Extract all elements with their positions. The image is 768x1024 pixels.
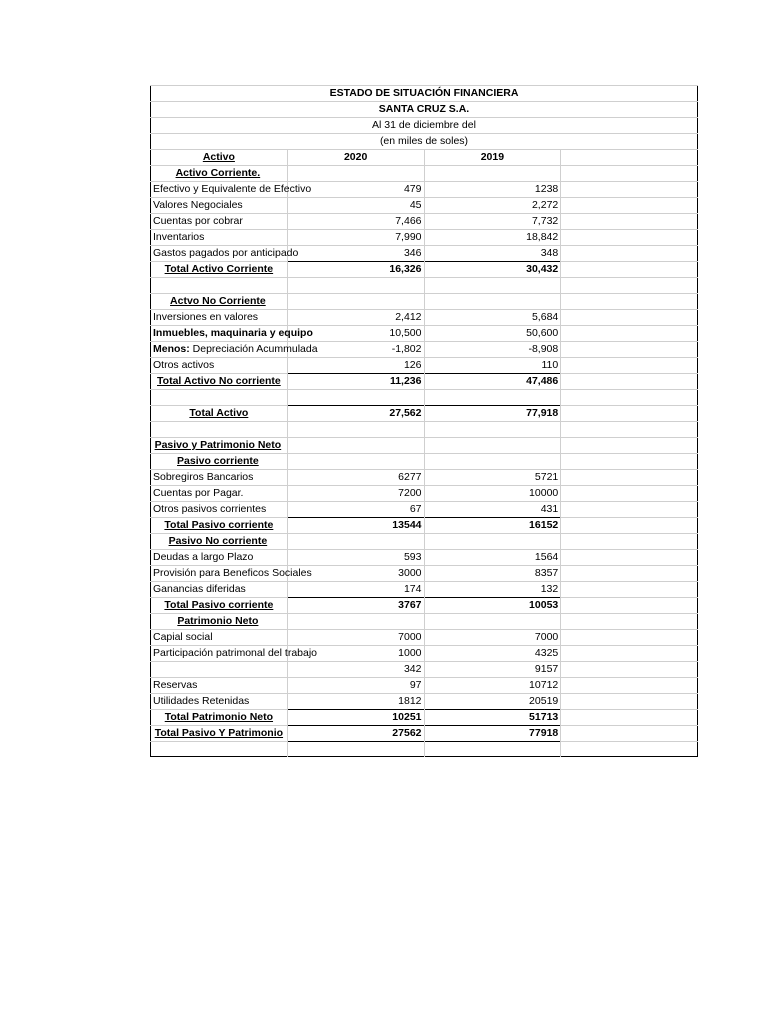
statement-units: (en miles de soles) — [151, 134, 698, 150]
table-row — [151, 646, 698, 662]
blank-row — [151, 390, 698, 406]
table-row — [151, 678, 698, 694]
row-label: Menos: Depreciación Acummulada — [151, 342, 288, 358]
table-row — [151, 342, 698, 358]
empty-cell — [151, 742, 288, 757]
row-label: Inventarios — [151, 230, 288, 246]
value-2020: 45 — [287, 198, 424, 214]
empty-cell — [561, 470, 698, 486]
row-label: Total Pasivo corriente — [151, 518, 288, 534]
section-header-row — [151, 166, 698, 182]
value-2019: 47,486 — [424, 374, 561, 390]
empty-cell — [561, 390, 698, 406]
value-2019: 51713 — [424, 710, 561, 726]
value-2019: 10712 — [424, 678, 561, 694]
grand-total-row — [151, 406, 698, 422]
date-row — [151, 118, 698, 134]
empty-cell — [561, 374, 698, 390]
value-2019: 20519 — [424, 694, 561, 710]
financial-statement-sheet — [150, 85, 698, 757]
empty-cell — [561, 310, 698, 326]
value-2020: 7,990 — [287, 230, 424, 246]
value-2020: -1,802 — [287, 342, 424, 358]
value-2020: 342 — [287, 662, 424, 678]
empty-cell — [561, 486, 698, 502]
value-2019 — [424, 534, 561, 550]
value-2019: 7000 — [424, 630, 561, 646]
empty-cell — [561, 710, 698, 726]
table-row — [151, 246, 698, 262]
value-2020 — [287, 438, 424, 454]
empty-cell — [561, 422, 698, 438]
empty-cell — [561, 726, 698, 742]
row-label: Participación patrimonal del trabajo — [151, 646, 288, 662]
table-row — [151, 198, 698, 214]
value-2020: 2,412 — [287, 310, 424, 326]
empty-cell — [561, 646, 698, 662]
empty-cell — [561, 182, 698, 198]
section-header-row — [151, 294, 698, 310]
row-label: Pasivo y Patrimonio Neto — [151, 438, 288, 454]
empty-cell — [561, 566, 698, 582]
empty-cell — [561, 326, 698, 342]
units-row — [151, 134, 698, 150]
value-2020: 479 — [287, 182, 424, 198]
empty-cell — [561, 214, 698, 230]
value-2019 — [424, 278, 561, 294]
value-2019: 30,432 — [424, 262, 561, 278]
empty-cell — [561, 502, 698, 518]
empty-cell — [561, 582, 698, 598]
empty-cell — [287, 742, 424, 757]
column-header-row — [151, 150, 698, 166]
row-label: Utilidades Retenidas — [151, 694, 288, 710]
value-2019 — [424, 166, 561, 182]
value-2019: 9157 — [424, 662, 561, 678]
blank-row — [151, 278, 698, 294]
row-label: Total Patrimonio Neto — [151, 710, 288, 726]
balance-sheet-table — [150, 85, 698, 757]
row-label: Patrimonio Neto — [151, 614, 288, 630]
value-2020: 10,500 — [287, 326, 424, 342]
value-2019: 77,918 — [424, 406, 561, 422]
empty-cell — [561, 662, 698, 678]
empty-cell — [561, 166, 698, 182]
value-2019 — [424, 390, 561, 406]
section-header-row — [151, 534, 698, 550]
row-label — [151, 662, 288, 678]
value-2020: 174 — [287, 582, 424, 598]
value-2019 — [424, 422, 561, 438]
value-2019: 1564 — [424, 550, 561, 566]
empty-cell — [561, 246, 698, 262]
value-2019: 4325 — [424, 646, 561, 662]
empty-cell — [561, 230, 698, 246]
row-label: Efectivo y Equivalente de Efectivo — [151, 182, 288, 198]
value-2020 — [287, 166, 424, 182]
empty-cell — [561, 278, 698, 294]
row-label: Otros activos — [151, 358, 288, 374]
value-2020: 1812 — [287, 694, 424, 710]
table-row — [151, 566, 698, 582]
empty-cell — [561, 630, 698, 646]
empty-cell — [561, 342, 698, 358]
value-2019: 132 — [424, 582, 561, 598]
blank-row — [151, 742, 698, 757]
value-2019: 2,272 — [424, 198, 561, 214]
row-label — [151, 278, 288, 294]
value-2020: 10251 — [287, 710, 424, 726]
row-label: Reservas — [151, 678, 288, 694]
value-2019: 16152 — [424, 518, 561, 534]
value-2020 — [287, 614, 424, 630]
column-header-2019: 2019 — [424, 150, 561, 166]
total-row — [151, 262, 698, 278]
row-label: Inmuebles, maquinaria y equipo — [151, 326, 288, 342]
value-2020: 7000 — [287, 630, 424, 646]
table-row — [151, 214, 698, 230]
value-2019: 110 — [424, 358, 561, 374]
row-label: Total Activo No corriente — [151, 374, 288, 390]
value-2019: 5721 — [424, 470, 561, 486]
total-row — [151, 374, 698, 390]
value-2019: 18,842 — [424, 230, 561, 246]
value-2019: 10053 — [424, 598, 561, 614]
value-2020 — [287, 278, 424, 294]
row-label: Pasivo corriente — [151, 454, 288, 470]
empty-cell — [561, 742, 698, 757]
total-row — [151, 726, 698, 742]
table-row — [151, 486, 698, 502]
empty-cell — [561, 262, 698, 278]
table-row — [151, 630, 698, 646]
row-label: Total Activo Corriente — [151, 262, 288, 278]
value-2019: 10000 — [424, 486, 561, 502]
value-2020 — [287, 534, 424, 550]
value-2019: 348 — [424, 246, 561, 262]
empty-cell — [561, 150, 698, 166]
value-2020: 3767 — [287, 598, 424, 614]
statement-date: Al 31 de diciembre del — [151, 118, 698, 134]
empty-cell — [561, 294, 698, 310]
value-2020: 126 — [287, 358, 424, 374]
value-2020: 67 — [287, 502, 424, 518]
row-label: Gastos pagados por anticipado — [151, 246, 288, 262]
value-2019 — [424, 454, 561, 470]
row-label: Activo Corriente. — [151, 166, 288, 182]
empty-cell — [561, 358, 698, 374]
empty-cell — [561, 598, 698, 614]
table-row — [151, 182, 698, 198]
value-2020: 97 — [287, 678, 424, 694]
table-row — [151, 358, 698, 374]
row-label: Otros pasivos corrientes — [151, 502, 288, 518]
value-2019: 50,600 — [424, 326, 561, 342]
less-prefix: Menos: — [153, 343, 190, 355]
row-label: Capial social — [151, 630, 288, 646]
value-2020: 11,236 — [287, 374, 424, 390]
value-2019: 8357 — [424, 566, 561, 582]
value-2020 — [287, 390, 424, 406]
table-row — [151, 694, 698, 710]
value-2020: 7,466 — [287, 214, 424, 230]
row-label: Cuentas por Pagar. — [151, 486, 288, 502]
company-row — [151, 102, 698, 118]
value-2019 — [424, 294, 561, 310]
row-label: Provisión para Beneficos Sociales — [151, 566, 288, 582]
value-2019 — [424, 438, 561, 454]
row-label — [151, 422, 288, 438]
value-2020 — [287, 454, 424, 470]
table-row — [151, 470, 698, 486]
empty-cell — [424, 742, 561, 757]
value-2020: 1000 — [287, 646, 424, 662]
empty-cell — [561, 406, 698, 422]
total-row — [151, 598, 698, 614]
row-label: Total Activo — [151, 406, 288, 422]
value-2020: 13544 — [287, 518, 424, 534]
empty-cell — [561, 678, 698, 694]
section-header-row — [151, 614, 698, 630]
value-2019: 5,684 — [424, 310, 561, 326]
title-row — [151, 86, 698, 102]
value-2019: 7,732 — [424, 214, 561, 230]
row-label: Sobregiros Bancarios — [151, 470, 288, 486]
value-2020: 27,562 — [287, 406, 424, 422]
row-label: Pasivo No corriente — [151, 534, 288, 550]
empty-cell — [561, 534, 698, 550]
table-row — [151, 310, 698, 326]
row-label: Inversiones en valores — [151, 310, 288, 326]
value-2020: 6277 — [287, 470, 424, 486]
value-2020 — [287, 294, 424, 310]
table-row — [151, 550, 698, 566]
row-label: Actvo No Corriente — [151, 294, 288, 310]
statement-title: ESTADO DE SITUACIÓN FINANCIERA — [151, 86, 698, 102]
table-row — [151, 326, 698, 342]
row-label: Total Pasivo Y Patrimonio — [151, 726, 288, 742]
value-2020 — [287, 422, 424, 438]
value-2019: 1238 — [424, 182, 561, 198]
total-row — [151, 518, 698, 534]
column-header-label: Activo — [151, 150, 288, 166]
row-label: Ganancias diferidas — [151, 582, 288, 598]
value-2019 — [424, 614, 561, 630]
empty-cell — [561, 614, 698, 630]
empty-cell — [561, 518, 698, 534]
row-label: Valores Negociales — [151, 198, 288, 214]
row-label — [151, 390, 288, 406]
row-label: Deudas a largo Plazo — [151, 550, 288, 566]
empty-cell — [561, 438, 698, 454]
section-header-row — [151, 438, 698, 454]
row-label: Cuentas por cobrar — [151, 214, 288, 230]
value-2020: 16,326 — [287, 262, 424, 278]
table-row — [151, 230, 698, 246]
value-2020: 3000 — [287, 566, 424, 582]
value-2019: 431 — [424, 502, 561, 518]
section-header-row — [151, 454, 698, 470]
value-2020: 346 — [287, 246, 424, 262]
column-header-2020: 2020 — [287, 150, 424, 166]
value-2019: 77918 — [424, 726, 561, 742]
value-2020: 593 — [287, 550, 424, 566]
table-row — [151, 582, 698, 598]
value-2020: 7200 — [287, 486, 424, 502]
empty-cell — [561, 694, 698, 710]
empty-cell — [561, 550, 698, 566]
table-row — [151, 662, 698, 678]
table-row — [151, 502, 698, 518]
value-2019: -8,908 — [424, 342, 561, 358]
blank-row — [151, 422, 698, 438]
row-label: Total Pasivo corriente — [151, 598, 288, 614]
value-2020: 27562 — [287, 726, 424, 742]
empty-cell — [561, 198, 698, 214]
total-row — [151, 710, 698, 726]
company-name: SANTA CRUZ S.A. — [151, 102, 698, 118]
empty-cell — [561, 454, 698, 470]
